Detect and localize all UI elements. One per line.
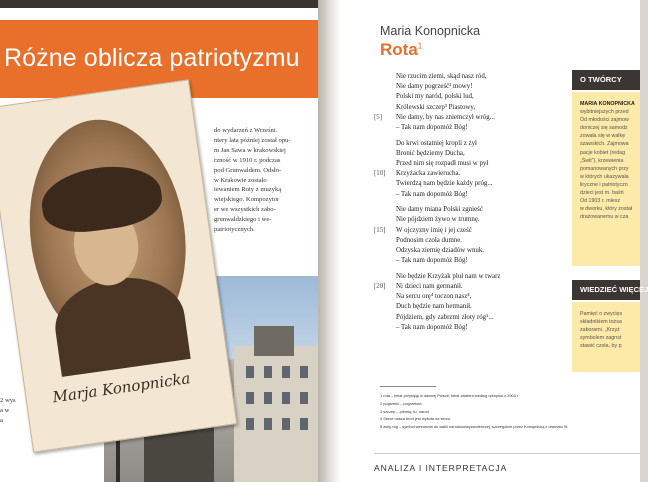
verse-text: Nie damy miana Polski zgnieść [396,206,483,214]
verse-text: Pójdziem, gdy zabrzmi złoty róg⁵... [396,313,494,321]
body-line: er we wszystkich zabo- [214,206,276,214]
verse-text: – Tak nam dopomóż Bóg! [396,257,468,265]
portrait-dress [49,270,190,377]
body-line: patriotycznych. [214,226,255,234]
verse-text: – Tak nam dopomóż Bóg! [396,190,468,198]
body-line: pod Grunwaldem. Odsło- [214,166,282,174]
verse-line [374,215,574,225]
sidebar-line: Od 1903 r. miesz [580,198,621,205]
sidebar-line: Od młodości zajmow [580,117,629,124]
body-line: grunwaldzkiego i we- [214,216,272,224]
verse-line [374,159,574,169]
verse-line [374,169,574,179]
window [264,392,272,404]
poem-body [374,72,574,339]
footnote: 5 złoty róg – symbol wezwania do walki narodowowyzwoleńczej, szczególnie przez Konopnicką z dramatu St [380,424,568,430]
verse-line [374,256,574,266]
verse-text: Do krwi ostatniej kropli z żył [396,139,477,147]
section-heading: ANALIZA I INTERPRETACJA [374,463,508,473]
verse-line [374,72,574,82]
verse-text: Odzyska ziemię dziadów wnuk. [396,247,485,254]
portrait-photo-card [0,79,237,452]
line-number: [10] [374,170,386,178]
stanza [374,72,574,133]
sidebar-line: stawić czoła, by p [580,343,622,350]
window [246,392,254,404]
verse-line [374,302,574,312]
sidebar-line: zowała się w walkę [580,133,626,140]
body-line: w Krakowie zostało [214,176,267,184]
photo-signature: Marja Konopnicka [51,369,192,407]
sidebar-line: szawskich. Zajmowa [580,141,629,148]
body-text [214,126,316,235]
sidebar-line: Pamięć o zwycięs [580,311,623,317]
verse-text: Polski my naród, polski lud, [396,93,474,101]
verse-line [374,205,574,215]
verse-line [374,113,574,123]
poem-author: Maria Konopnicka [380,24,481,38]
window [264,418,272,430]
window [300,366,308,378]
verse-line [374,236,574,246]
edge-line: a [0,416,3,424]
verse-line [374,92,574,102]
body-line: m Jan Sawa w krakowskiej [214,146,286,154]
building-roof [254,326,294,356]
right-page [340,0,648,482]
sidebar-author-name: MARIA KONOPNICKA [580,101,635,107]
verse-text: Przed nim się rozpadł musi w pył [396,160,489,167]
verse-text: Duch będzie nam hetmanił. [396,303,472,311]
body-line: do wydarzeń z Wrześni. [214,127,278,134]
body-line: rzność w 1910 r. podczas [214,156,281,164]
verse-line [374,103,574,113]
verse-text: Nie pójdziem żywo w trumnę. [396,216,480,224]
verse-line [374,313,574,323]
verse-text: Ni dzieci nam germanił. [396,283,463,291]
window [282,366,290,378]
sidebar-line: drażowanemu w cza [580,214,629,221]
poem-title [380,40,422,60]
footnote: 2 pogrześć – pogrzebać. [380,400,423,406]
body-line: ntery lata później został opu- [214,136,291,144]
page-top-bar [0,0,318,8]
edge-line: a w [0,406,10,414]
footnotes [380,392,570,431]
stanza [374,139,574,200]
sidebar-author-lines [580,108,640,221]
verse-text: – Tak nam dopomóż Bóg! [396,323,468,331]
footnote: 4 Serce nasza broń jest wykuta na sercu. [380,416,452,422]
verse-line [374,179,574,189]
verse-text: Twierdzą nam będzie każdy próg... [396,180,493,188]
book-spine [318,0,340,482]
verse-text: Krzyżacka zawierucha. [396,170,461,178]
sidebar-line: pacje kobiet (redag [580,149,626,156]
sidebar-line: dzieci jest m. baśń [580,190,624,197]
verse-text: – Tak nam dopomóż Bóg! [396,123,468,131]
line-number: [5] [374,113,383,121]
sidebar-line: doniczej się samodz [580,125,628,132]
sidebar-line: w których ukazywała [580,173,629,180]
verse-line [374,123,574,133]
verse-line [374,190,574,200]
verse-line [374,272,574,282]
verse-text: Królewski szczep³ Piastowy, [396,103,476,111]
verse-line [374,292,574,302]
sidebar-line: „Świt”), krzewienia [580,157,624,164]
sidebar-line: zaborami. „Krzyż [580,327,620,334]
verse-text: Podnosim czoła dumne. [396,236,463,244]
verse-line [374,149,574,159]
sidebar-line: wybitniejszych przed [580,109,629,116]
sidebar-author-box [572,92,640,266]
window [282,418,290,430]
window [300,392,308,404]
window [264,366,272,378]
verse-line [374,139,574,149]
body-line: iewaniem Roty z muzyką [214,186,282,194]
verse-line [374,82,574,92]
sidebar-know-header: WIEDZIEĆ WIĘCEJ [572,280,640,300]
window [300,418,308,430]
chapter-title: Różne oblicza patriotyzmu [4,44,300,72]
edge-line: 2 wys [0,397,16,404]
verse-line [374,282,574,292]
poem-title-footnote-ref: 1 [417,41,423,51]
stanza [374,205,574,266]
window [246,366,254,378]
verse-text: W ojczyzny imię i jej cześć [396,226,472,234]
sidebar-line: składnikiem tożsa [580,319,622,326]
portrait-oval [15,110,200,361]
sidebar-line: pomanowanych przy [580,165,629,172]
section-divider [374,453,640,454]
stanza [374,272,574,333]
window [246,418,254,430]
verse-text: Nie rzucim ziemi, skąd nasz ród, [396,73,487,80]
sidebar-line: w dworku, który został [580,206,633,213]
sidebar-line: liryczne i patriotyczn [580,181,628,188]
verse-text: Nie będzie Krzyżak pluł nam w twarz [396,272,501,280]
sidebar-know-lines [580,310,640,350]
verse-text: Nie damy, by nas zniemczył wróg... [396,113,495,121]
verse-line [374,246,574,256]
sidebar-know-box [572,302,640,372]
body-line: wiejskiego. Kompozytor [214,196,280,204]
poem-title-text: Rota [380,40,418,59]
verse-text: Na sercu orę⁴ toczon nasz⁴, [396,293,472,301]
window [282,392,290,404]
sidebar-line: symbolem zagroż [580,335,622,342]
portrait-hat [38,160,165,238]
footnote: 1 rota – tekst przysięgi w dawnej Polsce; tekst zawiera według rękopisu z 1904 r. [380,393,520,398]
verse-text: Nie damy pogrześć² mowy! [396,83,473,91]
footnote: 3 szczep – plemię; tu: naród. [380,408,430,414]
verse-text: Bronić będziemy Ducha, [396,149,465,157]
footnote-divider [380,386,436,387]
verse-line [374,226,574,236]
left-page [0,0,318,482]
line-number: [20] [374,283,386,291]
verse-line [374,323,574,333]
line-number: [15] [374,226,386,234]
sidebar-author-header: O TWÓRCY [572,70,640,90]
